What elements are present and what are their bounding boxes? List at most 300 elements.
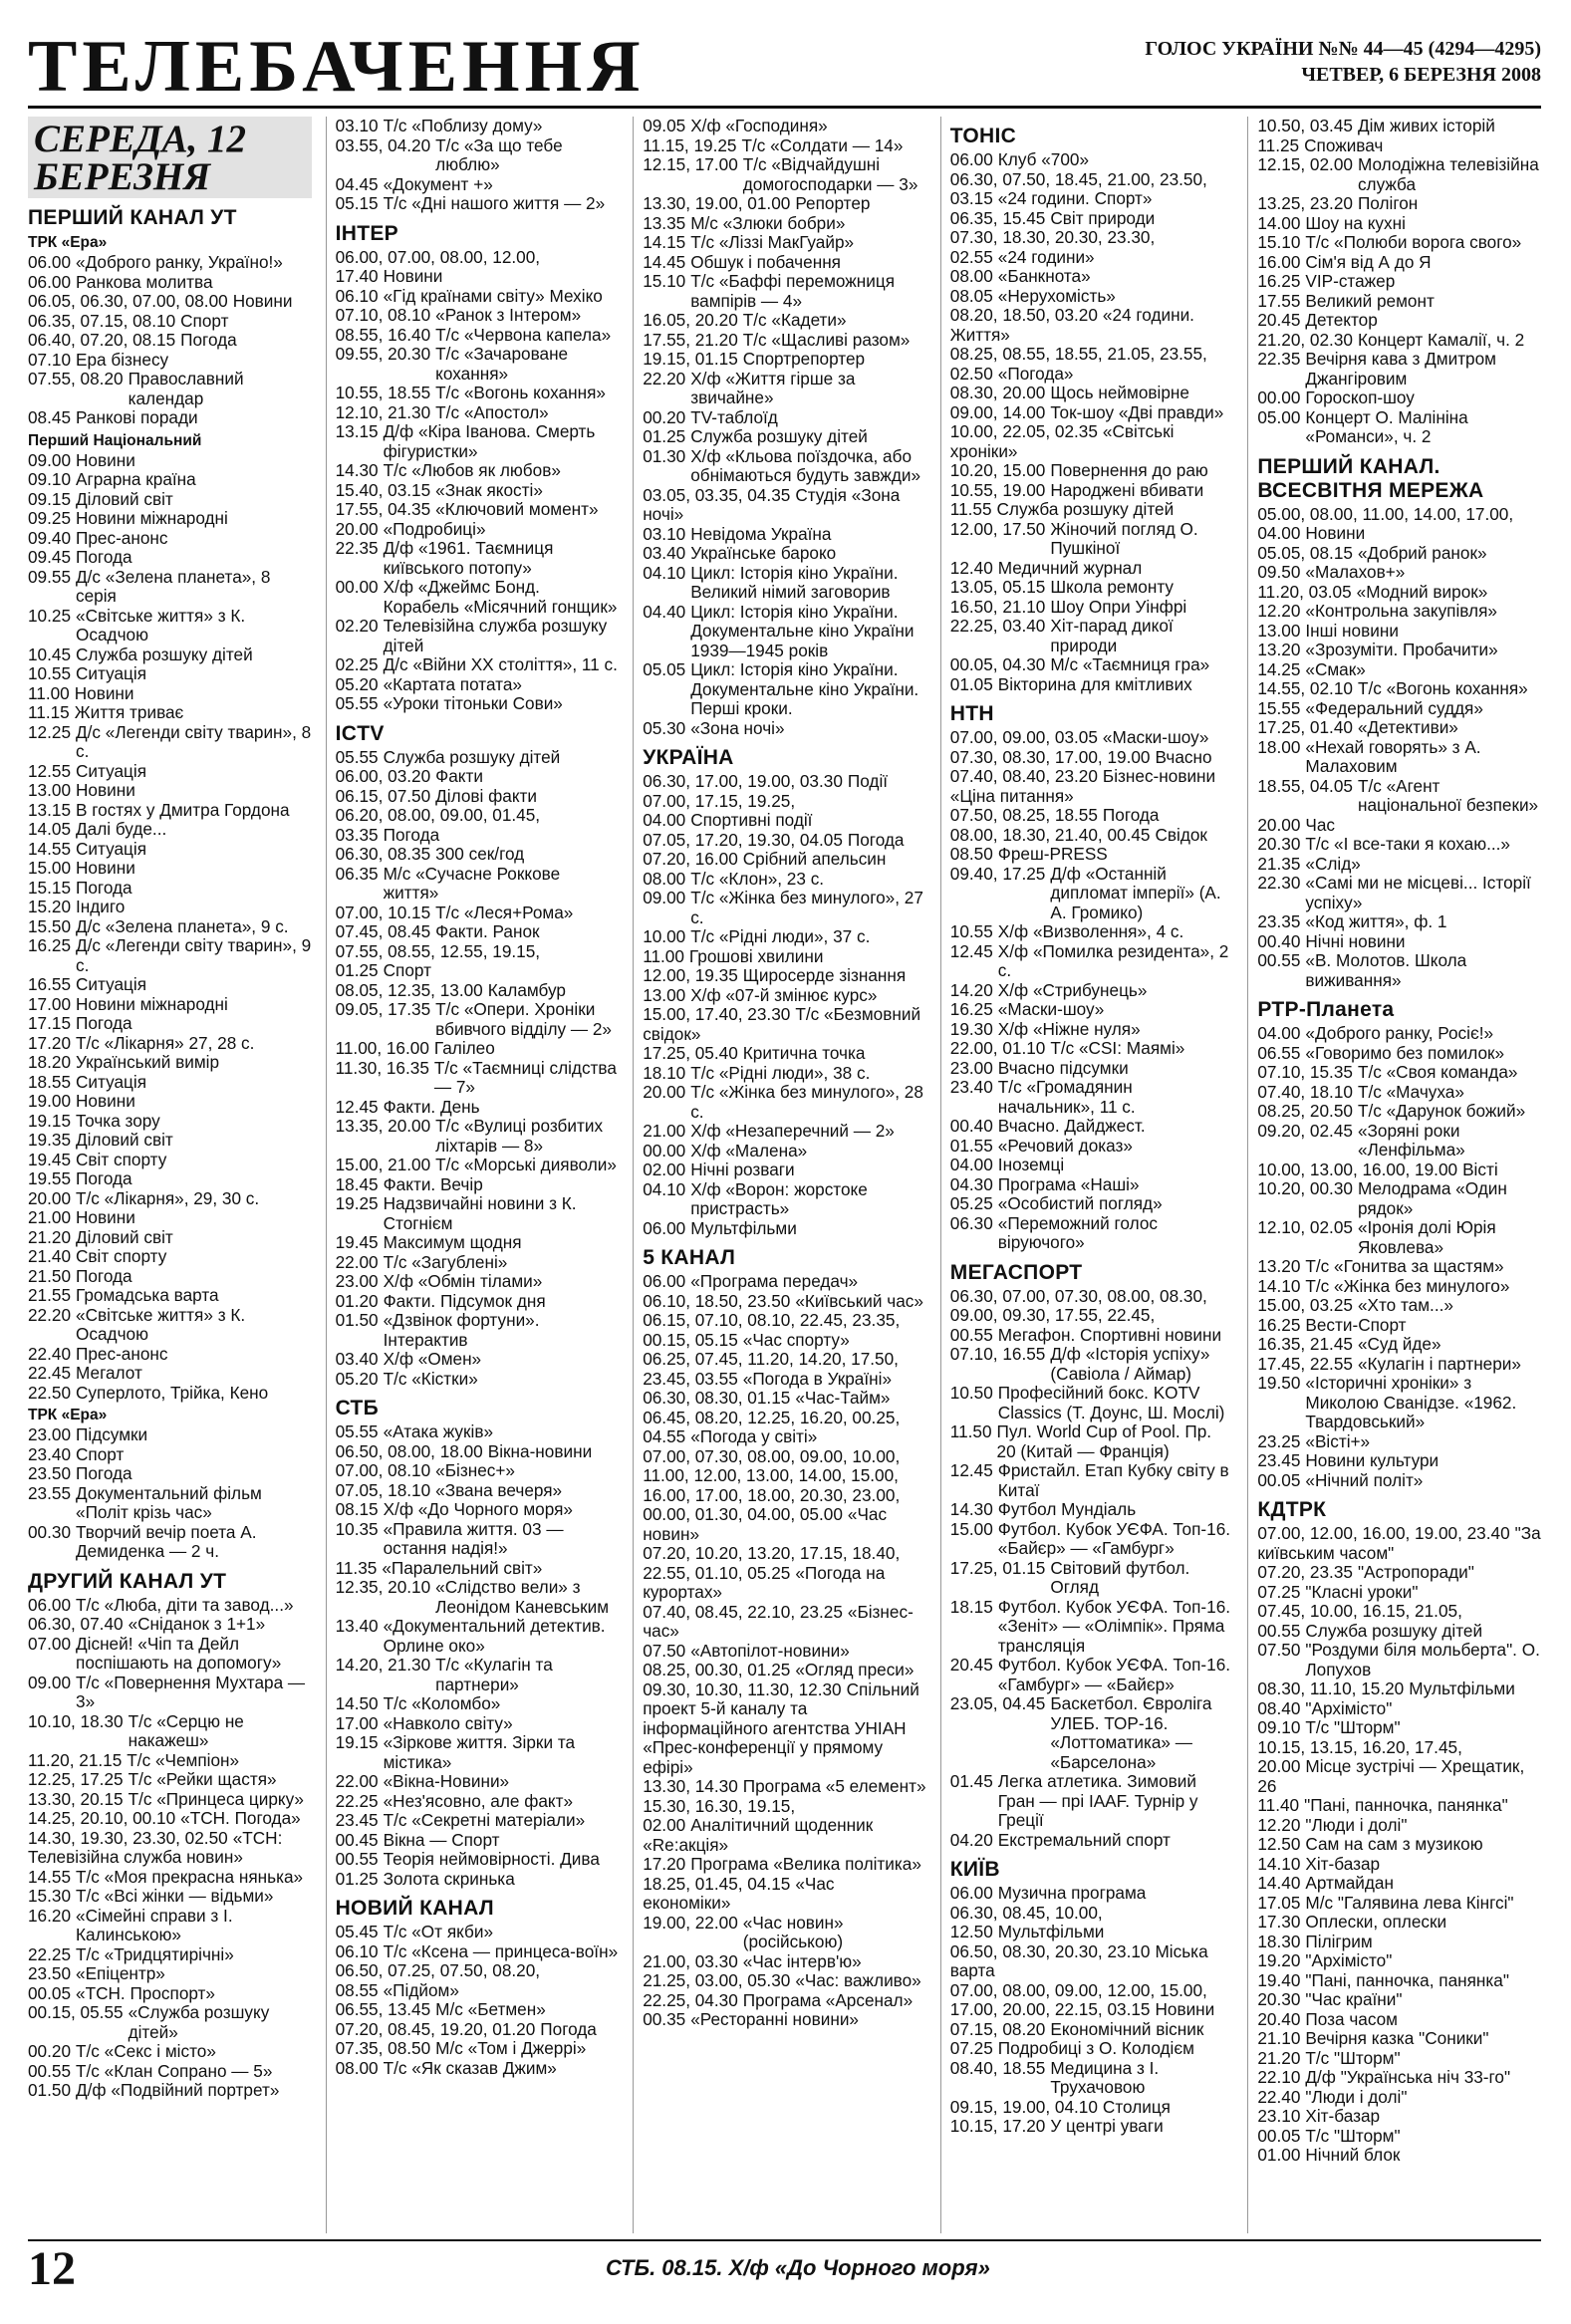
program-title: Світ спорту bbox=[76, 1149, 167, 1169]
program-title: «Банкнота» bbox=[997, 266, 1091, 286]
program-time: 10.25 bbox=[28, 605, 72, 626]
program-listing bbox=[28, 1131, 312, 1151]
program-listing bbox=[950, 1884, 1234, 1904]
program-time: 07.40, 08.40, 23.20 bbox=[949, 766, 1098, 786]
program-listing bbox=[950, 2039, 1234, 2059]
program-title: «Доброго ранку, Україно!» bbox=[76, 252, 283, 272]
program-listing bbox=[643, 1971, 926, 1991]
program-title: Мультфільми bbox=[997, 1922, 1105, 1941]
program-time: 19.15 bbox=[335, 1732, 379, 1752]
program-title: Т/с «Солдати — 14» bbox=[741, 134, 904, 155]
program-title: Молодіжна телевізійна служба bbox=[1357, 154, 1539, 194]
program-listing bbox=[643, 966, 926, 986]
program-title: Т/с «Ліззі МакГуайр» bbox=[690, 232, 855, 252]
program-listing bbox=[28, 781, 312, 801]
program-title: «Вісті+» bbox=[1305, 1430, 1371, 1451]
program-listing bbox=[950, 2059, 1234, 2098]
program-listing bbox=[336, 1059, 620, 1098]
program-listing bbox=[950, 655, 1234, 675]
program-time: 15.30, 16.30, 19.15, 02.00 bbox=[643, 1795, 796, 1835]
program-title: «Час економіки» bbox=[643, 1873, 835, 1913]
program-title: «Зіркове життя. Зірки та містика» bbox=[383, 1732, 576, 1772]
program-time: 12.10, 21.30 bbox=[335, 401, 431, 422]
program-listing bbox=[950, 500, 1234, 520]
program-listing bbox=[336, 481, 620, 501]
program-title: Т/с «Загублені» bbox=[383, 1251, 508, 1272]
program-time: 22.20 bbox=[28, 1304, 72, 1325]
program-listing bbox=[1257, 932, 1541, 952]
program-listing bbox=[336, 117, 620, 136]
program-time: 06.50, 07.25, 07.50, 08.20, 08.55 bbox=[335, 1960, 541, 2000]
program-listing bbox=[28, 370, 312, 408]
program-listing bbox=[643, 350, 926, 370]
program-title: Подробиці з О. Колодієм bbox=[997, 2038, 1194, 2058]
program-title: «Смак» bbox=[1305, 658, 1366, 679]
program-listing bbox=[28, 1306, 312, 1345]
program-time: 16.50, 21.10 bbox=[949, 596, 1046, 617]
channel-subheading: ТРК «Ера» bbox=[28, 1407, 108, 1423]
program-time: 22.25 bbox=[335, 1790, 379, 1811]
program-title: Т/с «Любов як любов» bbox=[383, 460, 561, 480]
program-listing bbox=[336, 1942, 620, 1962]
program-title: Програма «Велика політика» bbox=[690, 1854, 921, 1874]
program-title: Українське бароко bbox=[690, 543, 837, 563]
program-title: Ситуація bbox=[76, 760, 147, 781]
program-title: "Архімісто" bbox=[1305, 1697, 1393, 1718]
program-time: 14.15 bbox=[643, 232, 686, 252]
program-time: 05.55 bbox=[335, 746, 379, 767]
program-time: 07.25 bbox=[949, 2038, 993, 2058]
program-listing bbox=[643, 1311, 926, 1350]
program-title: «Детективи» bbox=[1357, 717, 1458, 737]
program-time: 00.45 bbox=[335, 1829, 379, 1850]
program-title: «Модний вирок» bbox=[1356, 581, 1488, 602]
program-listing bbox=[28, 1364, 312, 1384]
program-listing bbox=[643, 1292, 926, 1312]
program-listing bbox=[643, 1350, 926, 1389]
program-title: Новини міжнародні bbox=[76, 508, 228, 528]
program-title: «Час новин» bbox=[643, 1504, 888, 1544]
program-time: 12.10, 02.05 bbox=[1257, 1217, 1353, 1237]
program-time: 08.30, 20.00 bbox=[949, 383, 1046, 402]
program-time: 08.30, 11.10, 15.20 bbox=[1257, 1678, 1405, 1698]
program-title: Вісті bbox=[1462, 1159, 1498, 1179]
program-listing bbox=[28, 331, 312, 351]
program-time: 22.00 bbox=[335, 1771, 379, 1791]
program-listing bbox=[643, 792, 926, 831]
program-time: 15.00 bbox=[949, 1518, 993, 1539]
program-time: 11.15, 19.25 bbox=[643, 134, 737, 155]
program-time: 16.35, 21.45 bbox=[1257, 1334, 1353, 1354]
program-time: 19.20 bbox=[1257, 1950, 1301, 1970]
program-title: Факти. Підсумок дня bbox=[383, 1290, 546, 1311]
program-time: 12.15, 17.00 bbox=[643, 154, 738, 174]
program-time: 06.55 bbox=[1257, 1042, 1301, 1063]
program-title: «Федеральний суддя» bbox=[1305, 697, 1483, 718]
program-time: 06.30, 08.30, 01.15 bbox=[643, 1388, 791, 1408]
program-time: 00.05 bbox=[1257, 1469, 1301, 1490]
program-listing bbox=[336, 1272, 620, 1292]
program-title: Поза часом bbox=[1305, 2008, 1399, 2029]
program-listing bbox=[950, 1598, 1234, 1657]
program-listing bbox=[336, 865, 620, 904]
program-listing bbox=[643, 544, 926, 564]
program-listing bbox=[28, 607, 312, 646]
program-time: 20.45 bbox=[1257, 310, 1301, 330]
program-listing bbox=[336, 287, 620, 307]
program-listing bbox=[1257, 816, 1541, 836]
program-title: Т/с «Рейки щастя» bbox=[128, 1769, 277, 1789]
program-title: Спорт bbox=[180, 310, 229, 331]
program-listing bbox=[950, 806, 1234, 826]
program-title: Т/с «Клон», 23 с. bbox=[690, 868, 825, 889]
program-title: Т/с «Мачуха» bbox=[1357, 1081, 1464, 1102]
program-listing bbox=[28, 995, 312, 1015]
program-listing bbox=[643, 850, 926, 870]
program-listing bbox=[950, 520, 1234, 559]
program-title: «Нез'ясовно, але факт» bbox=[383, 1790, 574, 1811]
program-time: 10.55, 19.00 bbox=[949, 479, 1046, 500]
channel-heading: ДРУГИЙ КАНАЛ УТ bbox=[28, 1569, 227, 1593]
program-time: 07.50 bbox=[1257, 1640, 1301, 1660]
program-title: Д/с «Зелена планета», 8 серія bbox=[76, 566, 271, 606]
program-time: 13.20 bbox=[1257, 640, 1301, 659]
program-title: «Автопілот-новини» bbox=[690, 1640, 850, 1661]
program-title: «Служба розшуку дітей» bbox=[128, 2002, 270, 2042]
program-time: 04.00 bbox=[1257, 1023, 1301, 1043]
program-listing bbox=[1257, 835, 1541, 855]
program-title: Погода bbox=[383, 824, 440, 845]
program-listing bbox=[1257, 1024, 1541, 1044]
program-listing bbox=[336, 1311, 620, 1350]
program-listing bbox=[950, 306, 1234, 345]
program-time: 22.10 bbox=[1257, 2067, 1301, 2087]
program-listing bbox=[643, 1661, 926, 1680]
program-title: Новини bbox=[76, 780, 135, 800]
program-listing bbox=[1257, 194, 1541, 214]
program-title: Ситуація bbox=[76, 1071, 147, 1092]
program-time: 16.55 bbox=[28, 974, 72, 994]
program-time: 09.00 bbox=[643, 888, 686, 907]
program-listing bbox=[950, 1981, 1234, 2020]
program-listing bbox=[336, 1253, 620, 1273]
program-title: Фристайл. Етап Кубку світу в Китаї bbox=[997, 1460, 1229, 1500]
program-time: 14.25, 20.10, 00.10 bbox=[28, 1808, 176, 1828]
program-time: 07.10 bbox=[28, 349, 72, 370]
program-time: 06.55, 13.45 bbox=[335, 1999, 431, 2019]
program-listing bbox=[28, 879, 312, 899]
program-time: 14.55 bbox=[28, 838, 72, 859]
program-title: Т/с «Поблизу дому» bbox=[383, 117, 543, 135]
program-listing bbox=[643, 370, 926, 408]
program-title: «Бізнес+» bbox=[435, 1460, 515, 1480]
issue-info bbox=[1145, 36, 1541, 88]
program-listing bbox=[1257, 777, 1541, 816]
program-time: 09.10 bbox=[28, 469, 72, 489]
program-time: 06.30, 17.00, 19.00, 03.30 bbox=[643, 771, 843, 791]
program-time: 12.20 bbox=[1257, 1814, 1301, 1835]
program-listing bbox=[28, 1790, 312, 1810]
program-title: Х/ф «Обмін тілами» bbox=[383, 1271, 543, 1291]
program-time: 23.25 bbox=[1257, 1430, 1301, 1451]
program-title: Аналітичний щоденник «Re:акція» bbox=[643, 1815, 874, 1855]
program-title: «Огляд преси» bbox=[795, 1660, 915, 1679]
program-time: 05.20 bbox=[335, 1368, 379, 1389]
program-title: «Малахов+» bbox=[1305, 562, 1406, 582]
program-title: Т/с «Відчайдушні домогосподарки — 3» bbox=[742, 154, 918, 194]
program-listing bbox=[950, 384, 1234, 403]
program-listing bbox=[336, 922, 620, 942]
program-listing bbox=[28, 1770, 312, 1790]
program-time: 16.05, 20.20 bbox=[643, 310, 738, 330]
program-time: 22.25 bbox=[28, 1943, 72, 1964]
program-listing bbox=[336, 1370, 620, 1390]
program-title: Служба розшуку дітей bbox=[383, 746, 561, 767]
program-title: Повернення до раю bbox=[1050, 460, 1208, 480]
program-time: 06.00 bbox=[643, 1271, 686, 1291]
column-content bbox=[28, 206, 312, 2101]
program-time: 07.45, 08.45 bbox=[335, 921, 431, 941]
program-time: 17.55, 21.20 bbox=[643, 329, 738, 350]
program-title: Х/ф «Життя гірше за звичайне» bbox=[690, 368, 856, 407]
program-time: 21.00 bbox=[28, 1207, 72, 1227]
program-title: Мегафон. Спортивні новини bbox=[997, 1324, 1222, 1345]
program-time: 03.40 bbox=[643, 543, 686, 563]
program-listing bbox=[1257, 1218, 1541, 1257]
program-listing bbox=[950, 1520, 1234, 1559]
channel-heading: ТОНІС bbox=[949, 125, 1017, 147]
program-listing bbox=[1257, 408, 1541, 447]
program-listing bbox=[336, 1292, 620, 1312]
program-listing bbox=[950, 845, 1234, 865]
program-time: 06.00, 03.20 bbox=[335, 766, 431, 786]
program-title: Т/с «Лікарня» 27, 28 с. bbox=[76, 1032, 255, 1053]
program-title: Т/с «Кулагін та партнери» bbox=[435, 1655, 553, 1694]
program-listing bbox=[28, 451, 312, 471]
program-listing bbox=[336, 1617, 620, 1656]
program-title: 300 сек/год bbox=[435, 844, 525, 864]
program-listing bbox=[950, 1078, 1234, 1117]
program-listing bbox=[950, 2117, 1234, 2137]
column-1 bbox=[28, 117, 312, 2233]
program-time: 00.00 bbox=[643, 1140, 686, 1161]
program-listing bbox=[950, 150, 1234, 170]
program-listing bbox=[1257, 1044, 1541, 1064]
program-title: Телевізійна служба розшуку дітей bbox=[383, 616, 608, 655]
program-listing bbox=[950, 1942, 1234, 1981]
program-time: 00.55 bbox=[335, 1849, 379, 1869]
program-listing bbox=[950, 1772, 1234, 1831]
program-time: 10.00, 13.00, 16.00, 19.00 bbox=[1257, 1159, 1458, 1179]
program-title: Х/ф «Помилка резидента», 2 с. bbox=[997, 940, 1229, 980]
channel-heading: МЕГАСПОРТ bbox=[949, 1260, 1083, 1284]
program-listing bbox=[28, 1169, 312, 1189]
program-listing bbox=[28, 1034, 312, 1054]
program-time: 09.40 bbox=[28, 527, 72, 548]
program-title: Т/с "Шторм" bbox=[1305, 1717, 1401, 1737]
program-listing bbox=[28, 1053, 312, 1073]
program-listing bbox=[28, 253, 312, 273]
program-listing bbox=[1257, 1355, 1541, 1375]
program-title: Максимум щодня bbox=[383, 1232, 522, 1252]
program-listing bbox=[950, 461, 1234, 481]
channel-heading: ICTV bbox=[335, 721, 385, 745]
program-time: 05.20 bbox=[335, 673, 379, 694]
program-time: 07.10, 08.10 bbox=[335, 305, 431, 325]
program-time: 13.30, 20.15 bbox=[28, 1788, 124, 1809]
program-listing bbox=[336, 578, 620, 617]
program-title: Т/с "Шторм" bbox=[1305, 2125, 1401, 2146]
program-listing bbox=[336, 1850, 620, 1870]
program-time: 00.20 bbox=[643, 406, 686, 427]
program-time: 06.35, 07.15, 08.10 bbox=[28, 310, 176, 331]
program-time: 06.30, 07.40 bbox=[28, 1614, 124, 1634]
program-title: Срібний апельсин bbox=[742, 849, 887, 869]
program-listing bbox=[336, 675, 620, 695]
program-time: 05.45 bbox=[335, 1922, 379, 1941]
program-listing bbox=[336, 767, 620, 787]
program-title: Новини bbox=[383, 266, 443, 286]
program-title: Т/с «Кістки» bbox=[383, 1368, 478, 1389]
program-time: 23.40 bbox=[28, 1443, 72, 1464]
program-title: Погода bbox=[76, 877, 132, 898]
masthead bbox=[28, 28, 1541, 109]
program-title: Великий ремонт bbox=[1305, 290, 1435, 311]
program-title: Студія «Зона ночі» bbox=[643, 484, 901, 524]
program-listing bbox=[336, 1772, 620, 1792]
program-title: "Люди і долі" bbox=[1305, 1814, 1408, 1835]
program-time: 17.45, 22.55 bbox=[1257, 1353, 1353, 1374]
program-listing bbox=[1257, 1471, 1541, 1491]
program-time: 07.00 bbox=[28, 1633, 72, 1654]
program-listing bbox=[28, 2081, 312, 2101]
program-time: 06.10 bbox=[335, 285, 379, 306]
program-listing bbox=[1257, 2146, 1541, 2166]
program-title: «Навколо світу» bbox=[383, 1712, 513, 1733]
program-title: Т/с «Чемпіон» bbox=[127, 1749, 240, 1770]
program-time: 07.00, 09.00, 03.05 bbox=[949, 727, 1098, 747]
program-time: 23.05, 04.45 bbox=[949, 1693, 1046, 1713]
program-title: Каламбур bbox=[487, 979, 566, 1000]
program-time: 03.10 bbox=[643, 523, 686, 544]
program-time: 19.15, 01.15 bbox=[643, 349, 738, 369]
program-time: 20.00 bbox=[335, 518, 379, 539]
program-title: Х/ф «07-й змінює курс» bbox=[690, 984, 878, 1005]
program-title: Шоу на кухні bbox=[1305, 212, 1406, 233]
program-listing bbox=[28, 529, 312, 549]
program-listing bbox=[643, 1005, 926, 1044]
program-listing bbox=[1257, 1432, 1541, 1452]
program-time: 03.40 bbox=[335, 1349, 379, 1369]
page-footer bbox=[28, 2239, 1541, 2301]
program-time: 07.30, 18.30, 20.30, 23.30, 02.55 bbox=[949, 227, 1156, 267]
program-title: М/с "Галявина левa Кінгсі" bbox=[1305, 1892, 1514, 1913]
program-time: 10.55 bbox=[28, 663, 72, 683]
program-listing bbox=[336, 1156, 620, 1175]
program-time: 15.50 bbox=[28, 915, 72, 936]
program-time: 08.00 bbox=[949, 266, 993, 286]
program-time: 08.25, 20.50 bbox=[1257, 1101, 1353, 1121]
program-title: «Паралельний світ» bbox=[382, 1557, 543, 1578]
program-title: «Особистий погляд» bbox=[997, 1193, 1163, 1213]
program-listing bbox=[1257, 1855, 1541, 1875]
program-time: 11.30, 16.35 bbox=[335, 1057, 429, 1078]
program-time: 06.35, 15.45 bbox=[949, 207, 1046, 228]
program-listing bbox=[28, 859, 312, 879]
program-time: 15.00, 17.40, 23.30 bbox=[643, 1004, 791, 1024]
program-title: «Уроки тітоньки Сови» bbox=[383, 693, 563, 713]
program-title: Аграрна країна bbox=[76, 469, 196, 489]
program-title: «Сімейні справи з І. Калинською» bbox=[76, 1905, 233, 1944]
program-listing bbox=[950, 1422, 1234, 1461]
channel-subheading: ТРК «Ера» bbox=[28, 234, 108, 251]
program-time: 10.20, 00.30 bbox=[1257, 1178, 1353, 1198]
program-listing bbox=[28, 1425, 312, 1445]
program-listing bbox=[950, 1656, 1234, 1694]
program-listing bbox=[1257, 1894, 1541, 1914]
program-title: Інші новини bbox=[1305, 620, 1399, 641]
program-time: 06.00, 07.00, 08.00, 12.00, 17.40 bbox=[335, 246, 541, 286]
program-title: Вікторина для кмітливих bbox=[997, 673, 1192, 694]
program-time: 11.35 bbox=[335, 1557, 378, 1578]
program-title: Т/с «Дні нашого життя — 2» bbox=[383, 193, 606, 213]
program-title: «Епіцентр» bbox=[76, 1963, 165, 1983]
program-title: Прес-анонс bbox=[76, 527, 168, 548]
program-time: 04.45 bbox=[335, 173, 379, 194]
program-listing bbox=[1257, 738, 1541, 777]
program-title: «Гід країнами світу» Мехіко bbox=[383, 285, 603, 306]
program-listing bbox=[336, 1194, 620, 1233]
program-listing bbox=[28, 664, 312, 684]
program-listing bbox=[1257, 2029, 1541, 2049]
program-time: 04.10 bbox=[643, 1178, 686, 1199]
program-time: 17.20 bbox=[28, 1032, 72, 1053]
program-listing bbox=[28, 1868, 312, 1888]
program-time: 09.05 bbox=[643, 117, 686, 135]
program-title: «Підйом» bbox=[383, 1979, 459, 2000]
program-title: Х/ф «Малена» bbox=[690, 1140, 808, 1161]
program-listing bbox=[336, 1442, 620, 1462]
program-title: Підсумки bbox=[76, 1424, 148, 1444]
program-listing bbox=[643, 1544, 926, 1603]
program-listing bbox=[1257, 1679, 1541, 1699]
program-title: "Пані, панночка, панянка" bbox=[1305, 1969, 1509, 1990]
program-time: 07.35, 08.50 bbox=[335, 2038, 431, 2058]
program-time: 13.20 bbox=[1257, 1256, 1301, 1276]
program-time: 06.00 bbox=[28, 271, 72, 292]
program-time: 13.00 bbox=[1257, 620, 1301, 641]
program-time: 11.20, 21.15 bbox=[28, 1749, 123, 1770]
program-time: 20.00 bbox=[1257, 814, 1301, 835]
program-listing bbox=[643, 155, 926, 194]
program-listing bbox=[643, 331, 926, 351]
program-time: 01.20 bbox=[335, 1290, 379, 1311]
program-listing bbox=[28, 2062, 312, 2082]
program-listing bbox=[336, 1714, 620, 1734]
program-time: 07.20, 08.45, 19.20, 01.20 bbox=[335, 2018, 536, 2039]
program-title: М/с «Бетмен» bbox=[435, 1999, 546, 2019]
program-listing bbox=[643, 719, 926, 739]
channel-heading: УКРАЇНА bbox=[643, 746, 734, 769]
program-time: 05.05, 08.15 bbox=[1257, 542, 1353, 563]
program-listing bbox=[336, 1233, 620, 1253]
program-time: 13.30, 19.00, 01.00 bbox=[643, 193, 791, 213]
channel-heading: НОВИЙ КАНАЛ bbox=[335, 1897, 494, 1920]
program-title: «Погода на курортах» bbox=[643, 1562, 886, 1602]
program-listing bbox=[1257, 641, 1541, 660]
program-listing bbox=[28, 1887, 312, 1907]
program-listing bbox=[643, 889, 926, 927]
